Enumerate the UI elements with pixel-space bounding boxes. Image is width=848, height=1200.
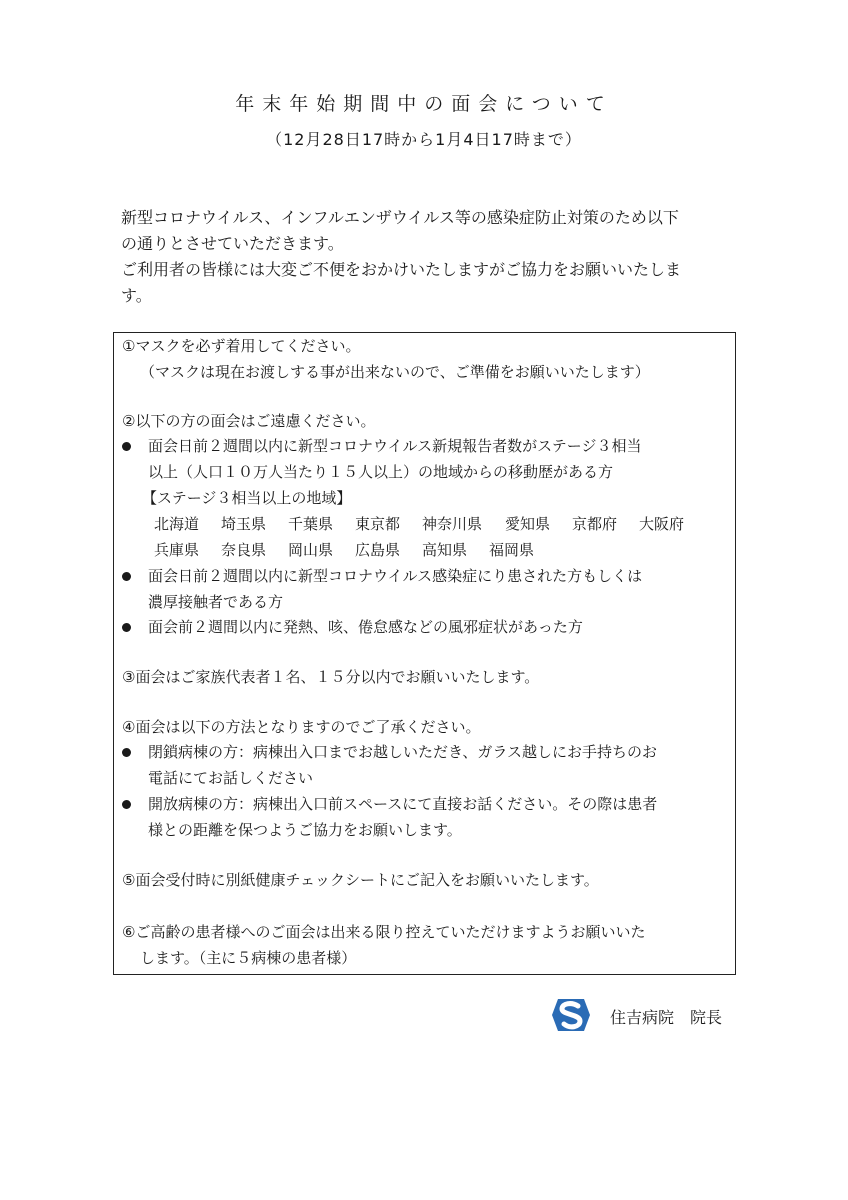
rule-4-heading: ④面会は以下の方法となりますのでご了承ください。 bbox=[122, 718, 481, 736]
rule-4-bullet-2-line-1: 開放病棟の方：病棟出入口前スペースにて直接お話ください。その際は患者 bbox=[148, 795, 658, 813]
rule-6-line-1: ⑥ご高齢の患者様へのご面会は出来る限り控えていただけますようお願いいた bbox=[122, 923, 646, 941]
rule-2-heading: ②以下の方の面会はご遠慮ください。 bbox=[122, 412, 376, 430]
bullet-icon bbox=[122, 748, 131, 757]
region-name: 兵庫県 bbox=[154, 541, 200, 559]
region-name: 東京都 bbox=[355, 515, 401, 533]
rule-6-line-2: します。（主に５病棟の患者様） bbox=[140, 949, 357, 967]
region-name: 千葉県 bbox=[288, 515, 334, 533]
regions-heading: 【ステージ３相当以上の地域】 bbox=[142, 489, 352, 507]
signature-text: 住吉病院 院長 bbox=[610, 1008, 723, 1027]
regions-row-1 bbox=[154, 513, 706, 534]
bullet-icon bbox=[122, 623, 131, 632]
region-name: 愛知県 bbox=[505, 515, 551, 533]
page-subtitle: （12月28日17時から1月4日17時まで） bbox=[266, 130, 582, 149]
bullet-icon bbox=[122, 572, 131, 581]
regions-row-2 bbox=[154, 539, 556, 560]
page-title: 年末年始期間中の面会について bbox=[235, 93, 613, 115]
region-name: 神奈川県 bbox=[422, 515, 483, 533]
rule-2-bullet-1-line-1: 面会日前２週間以内に新型コロナウイルス新規報告者数がステージ３相当 bbox=[148, 437, 642, 455]
intro-line-3: ご利用者の皆様には大変ご不便をおかけいたしますがご協力をお願いいたしま bbox=[121, 260, 682, 279]
rule-4-bullet-1-line-1: 閉鎖病棟の方：病棟出入口までお越しいただき、ガラス越しにお手持ちのお bbox=[148, 743, 657, 761]
rule-3-heading: ③面会はご家族代表者１名、１５分以内でお願いいたします。 bbox=[122, 668, 540, 686]
region-name: 広島県 bbox=[355, 541, 401, 559]
signature-block bbox=[548, 995, 748, 1035]
bullet-icon bbox=[122, 800, 131, 809]
rule-4-bullet-2-line-2: 様との距離を保つようご協力をお願いします。 bbox=[148, 821, 462, 839]
rule-1-heading: ①マスクを必ず着用してください。 bbox=[122, 337, 361, 355]
region-name: 大阪府 bbox=[639, 515, 685, 533]
rule-2-bullet-1-line-2: 以上（人口１０万人当たり１５人以上）の地域からの移動歴がある方 bbox=[148, 463, 614, 481]
intro-paragraph bbox=[121, 205, 741, 309]
rule-1-note: （マスクは現在お渡しする事が出来ないので、ご準備をお願いいたします） bbox=[140, 363, 650, 381]
region-name: 福岡県 bbox=[489, 541, 535, 559]
bullet-icon bbox=[122, 442, 131, 451]
rule-2-bullet-3: 面会前２週間以内に発熱、咳、倦怠感などの風邪症状があった方 bbox=[148, 618, 583, 636]
sumiyoshi-hospital-logo-icon bbox=[548, 995, 594, 1035]
region-name: 岡山県 bbox=[288, 541, 334, 559]
region-name: 奈良県 bbox=[221, 541, 267, 559]
rule-4-bullet-1-line-2: 電話にてお話しください bbox=[148, 769, 314, 787]
region-name: 北海道 bbox=[154, 515, 200, 533]
rule-2-bullet-2-line-2: 濃厚接触者である方 bbox=[148, 593, 284, 611]
rule-5-heading: ⑤面会受付時に別紙健康チェックシートにご記入をお願いいたします。 bbox=[122, 871, 599, 889]
region-name: 高知県 bbox=[422, 541, 468, 559]
intro-line-1: 新型コロナウイルス、インフルエンザウイルス等の感染症防止対策のため以下 bbox=[121, 208, 679, 227]
intro-line-4: す。 bbox=[121, 286, 152, 305]
region-name: 京都府 bbox=[572, 515, 618, 533]
region-name: 埼玉県 bbox=[221, 515, 267, 533]
intro-line-2: の通りとさせていただきます。 bbox=[121, 234, 344, 253]
rule-2-bullet-2-line-1: 面会日前２週間以内に新型コロナウイルス感染症にり患された方もしくは bbox=[148, 567, 643, 585]
